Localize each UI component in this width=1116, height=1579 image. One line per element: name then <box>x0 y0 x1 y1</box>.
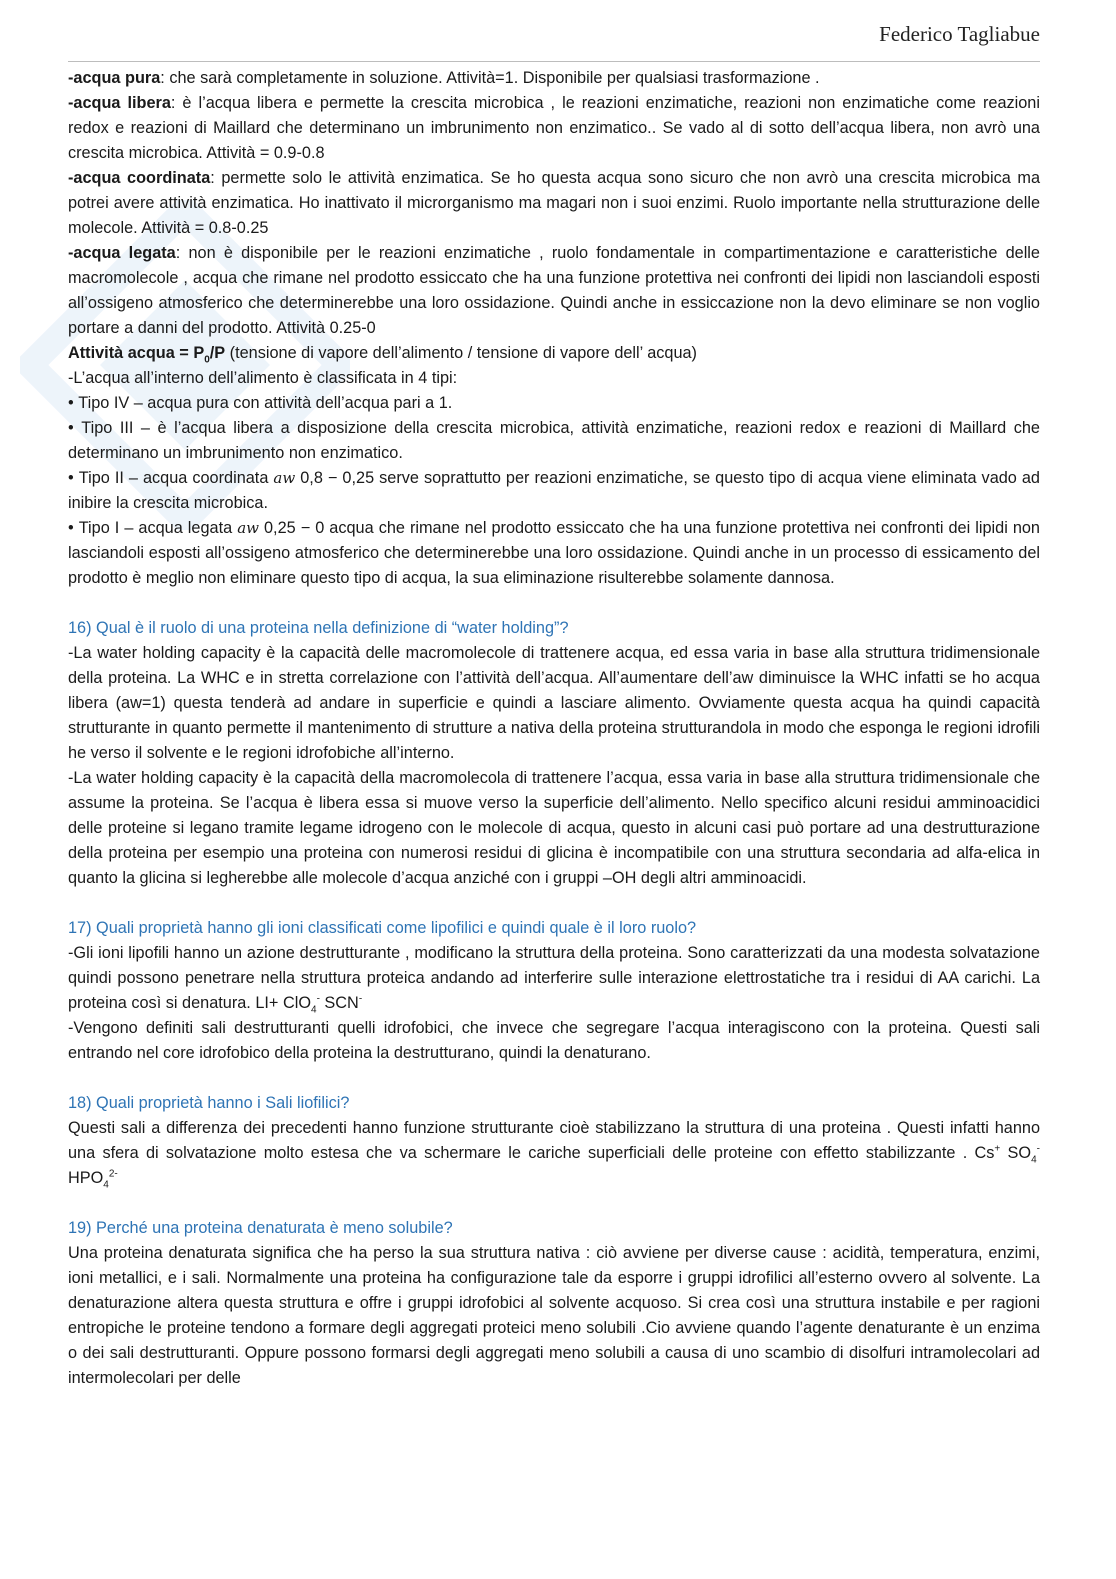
acqua-coordinata-paragraph: -acqua coordinata: permette solo le attività enzimatica. Se ho questa acqua sono sicuro che non avrò una crescita microbica ma potrei avere attività enzimatica. Ho inattivato il microrganismo ma magari non i suoi enzimi. Ruolo importante nella strutturazione delle molecole. Attività = 0.8-0.25 <box>68 169 1040 237</box>
tipo-iv-item: • Tipo IV – acqua pura con attività dell’acqua pari a 1. <box>68 391 1040 416</box>
acqua-pura-paragraph: -acqua pura: che sarà completamente in soluzione. Attività=1. Disponibile per qualsiasi trasformazione . <box>68 69 820 87</box>
document-body <box>68 66 1040 1391</box>
header-divider <box>68 61 1040 62</box>
question-18-heading: 18) Quali proprietà hanno i Sali liofilici? <box>68 1094 350 1112</box>
classification-intro: -L’acqua all’interno dell’alimento è classificata in 4 tipi: <box>68 369 458 387</box>
question-16-paragraph-2: -La water holding capacity è la capacità della macromolecola di trattenere l’acqua, essa varia in base alla struttura tridimensionale che assume la proteina. Se l’acqua è libera essa si muove verso la superficie dell’alimento. Nello specifico alcuni residui amminoacidici delle proteine si legano tramite legame idrogeno con le molecole di acqua, questo in alcuni casi può portare ad una destrutturazione della proteina per esempio una proteina con numerosi residui di glicina è incompatibile con una struttura secondaria ad alfa-elica in quanto la glicina si legherebbe alle molecole d’acqua anziché con i gruppi –OH degli altri amminoacidi. <box>68 769 1040 887</box>
tipo-iii-item: • Tipo III – è l’acqua libera a disposizione della crescita microbica, attività enzimatiche, reazioni redox e reazioni di Maillard che determinano un imbrunimento non enzimatico. <box>68 416 1040 466</box>
question-17-paragraph-1: -Gli ioni lipofili hanno un azione destrutturante , modificano la struttura della proteina. Sono caratterizzati da una modesta solvatazione quindi possono penetrare nella struttura proteica andando ad interferire sulle interazione elettrostatiche tra i residui di AA carichi. La proteina così si denatura. LI+ ClO$_4$- SCN- <box>68 944 1040 1016</box>
tipo-ii-item: • Tipo II – acqua coordinata aw 0,8 − 0,25 serve soprattutto per reazioni enzimatiche, se questo tipo di acqua viene eliminata vado ad inibire la crescita microbica. <box>68 466 1040 516</box>
question-17-paragraph-2: -Vengono definiti sali destrutturanti quelli idrofobici, che invece che segregare l’acqua interagiscono con la proteina. Questi sali entrando nel core idrofobico della proteina la destrutturano, quindi la denaturano. <box>68 1019 1040 1062</box>
question-19-paragraph-1: Una proteina denaturata significa che ha perso la sua struttura nativa : ciò avviene per diverse cause : acidità, temperatura, enzimi, ioni metallici, e i sali. Normalmente una proteina ha configurazione tale da esporre i gruppi idrofilici all’esterno ovvero al solvente. La denaturazione altera questa struttura e offre i gruppi idrofobici al solvente acquoso. Si crea così una struttura instabile e per ragioni entropiche le proteine tendono a formare degli aggregati proteici meno solubili .Cio avviene quando l’agente denaturante è un enzima o dei sali destrutturanti. Oppure possono formarsi degli aggregati meno solubili a causa di uno scambio di disolfuri intramolecolari ad intermolecolari per delle <box>68 1244 1040 1387</box>
acqua-libera-paragraph: -acqua libera: è l’acqua libera e permette la crescita microbica , le reazioni enzimatiche, reazioni non enzimatiche come reazioni redox e reazioni di Maillard che determinano un imbrunimento non enzimatico.. Se vado al di sotto dell’acqua libera, non avrò una crescita microbica. Attività = 0.9-0.8 <box>68 94 1040 162</box>
question-18-paragraph-1: Questi sali a differenza dei precedenti hanno funzione strutturante cioè stabilizzano la struttura di una proteina . Questi infatti hanno una sfera di solvatazione molto estesa che va schermare le cariche superficiali delle proteine con effetto stabilizzante . Cs+ $SO_4^-$ $HPO_4^{2-}$ <box>68 1119 1040 1191</box>
question-16-heading: 16) Qual è il ruolo di una proteina nella definizione di “water holding”? <box>68 619 569 637</box>
question-16-paragraph-1: -La water holding capacity è la capacità delle macromolecole di trattenere acqua, ed essa varia in base alla struttura tridimensionale della proteina. La WHC e in stretta correlazione con l’attività dell’acqua. All’aumentare dell’aw diminuisce la WHC infatti se ho acqua libera (aw=1) questa tenderà ad andare in superficie e quindi a lasciare alimento. Ovviamente questa acqua ha quindi capacità strutturante in quanto permette il mantenimento di strutture a nativa della proteina strutturandola in modo che esponga le regioni idrofili he verso il solvente e le regioni idrofobiche all’interno. <box>68 644 1040 762</box>
author-name: Federico Tagliabue <box>879 22 1040 46</box>
acqua-legata-paragraph: -acqua legata: non è disponibile per le reazioni enzimatiche , ruolo fondamentale in compartimentazione e caratteristiche delle macromolecole , acqua che rimane nel prodotto essiccato che ha una funzione protettiva nei confronti dei lipidi non lasciandoli esposti all’ossigeno atmosferico che determinerebbe una loro ossidazione. Quindi anche in essiccazione non la devo eliminare se non voglio portare a danni del prodotto. Attività 0.25-0 <box>68 244 1040 337</box>
activity-formula: Attività acqua = $P_0/P$ (tensione di vapore dell’alimento / tensione di vapore dell’ acqua) <box>68 344 697 366</box>
question-17-heading: 17) Quali proprietà hanno gli ioni classificati come lipofilici e quindi quale è il loro ruolo? <box>68 919 697 937</box>
question-19-heading: 19) Perché una proteina denaturata è meno solubile? <box>68 1219 453 1237</box>
tipo-i-item: • Tipo I – acqua legata aw 0,25 − 0 acqua che rimane nel prodotto essiccato che ha una funzione protettiva nei confronti dei lipidi non lasciandoli esposti all’ossigeno atmosferico che determinerebbe una loro ossidazione. Quindi anche in un processo di essicamento del prodotto è meglio non eliminare questo tipo di acqua, la sua eliminazione risulterebbe solamente dannosa. <box>68 516 1040 591</box>
